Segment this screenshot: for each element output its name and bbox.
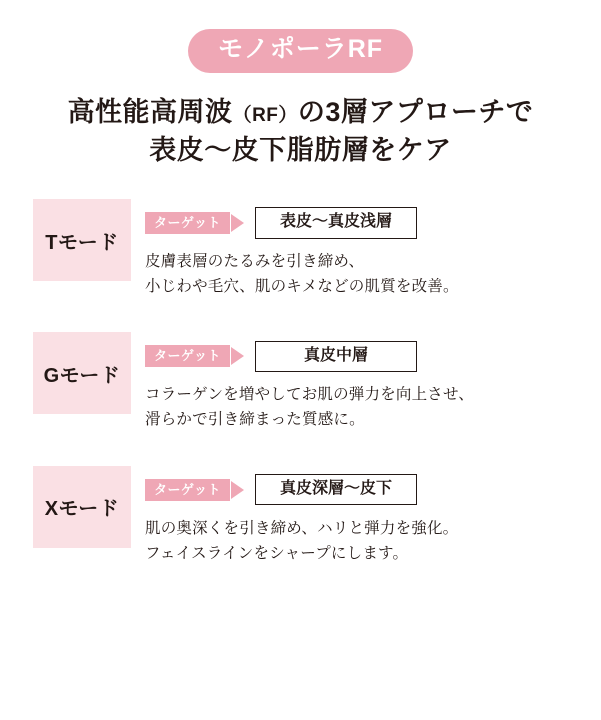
- arrow-right-icon: [231, 481, 244, 499]
- mode-description: [145, 382, 601, 432]
- target-line: [145, 208, 601, 238]
- mode-description-line-1: コラーゲンを増やしてお肌の弾力を向上させ、: [145, 386, 474, 404]
- mode-description-line-2: 滑らかで引き締まった質感に。: [145, 411, 365, 429]
- target-tag: ターゲット: [145, 345, 230, 367]
- arrow-right-icon: [231, 347, 244, 365]
- treatment-name-badge: モノポーラRF: [188, 29, 413, 73]
- mode-description-line-2: フェイスラインをシャープにします。: [145, 544, 409, 562]
- page-title-line-1: [0, 93, 601, 131]
- page-title-line-2: 表皮～皮下脂肪層をケア: [149, 134, 452, 165]
- mode-chip-label: Xモード: [44, 498, 120, 521]
- mode-description: [145, 516, 601, 566]
- mode-list: [0, 199, 601, 566]
- target-line: [145, 341, 601, 371]
- mode-row: [0, 332, 601, 432]
- page-title-line-1-part-2: の3層アプローチで: [297, 96, 534, 127]
- mode-description: [145, 249, 601, 299]
- page-title-line-1-part-1: 高性能高周波: [67, 96, 233, 127]
- mode-body: [145, 332, 601, 432]
- mode-description-line-1: 皮膚表層のたるみを引き締め、: [145, 253, 365, 271]
- mode-chip-label: Gモード: [43, 364, 121, 387]
- mode-description-line-2: 小じわや毛穴、肌のキメなどの肌質を改善。: [145, 278, 459, 296]
- target-line: [145, 475, 601, 505]
- mode-row: [0, 466, 601, 566]
- page-title-rf-note: （RF）: [232, 104, 298, 126]
- target-layer-box: 真皮深層～皮下: [255, 474, 417, 505]
- mode-row: [0, 199, 601, 299]
- mode-chip-t: [33, 199, 131, 281]
- arrow-right-icon: [231, 214, 244, 232]
- mode-body: [145, 466, 601, 566]
- mode-chip-g: [33, 332, 131, 414]
- target-tag: ターゲット: [145, 479, 230, 501]
- target-layer-box: 真皮中層: [255, 341, 417, 372]
- mode-chip-x: [33, 466, 131, 548]
- target-layer-box: 表皮～真皮浅層: [255, 207, 417, 238]
- header-badge-container: [0, 29, 601, 73]
- mode-chip-label: Tモード: [45, 231, 119, 254]
- page-title: [0, 93, 601, 170]
- target-tag: ターゲット: [145, 212, 230, 234]
- mode-description-line-1: 肌の奥深くを引き締め、ハリと弾力を強化。: [145, 519, 459, 537]
- mode-body: [145, 199, 601, 299]
